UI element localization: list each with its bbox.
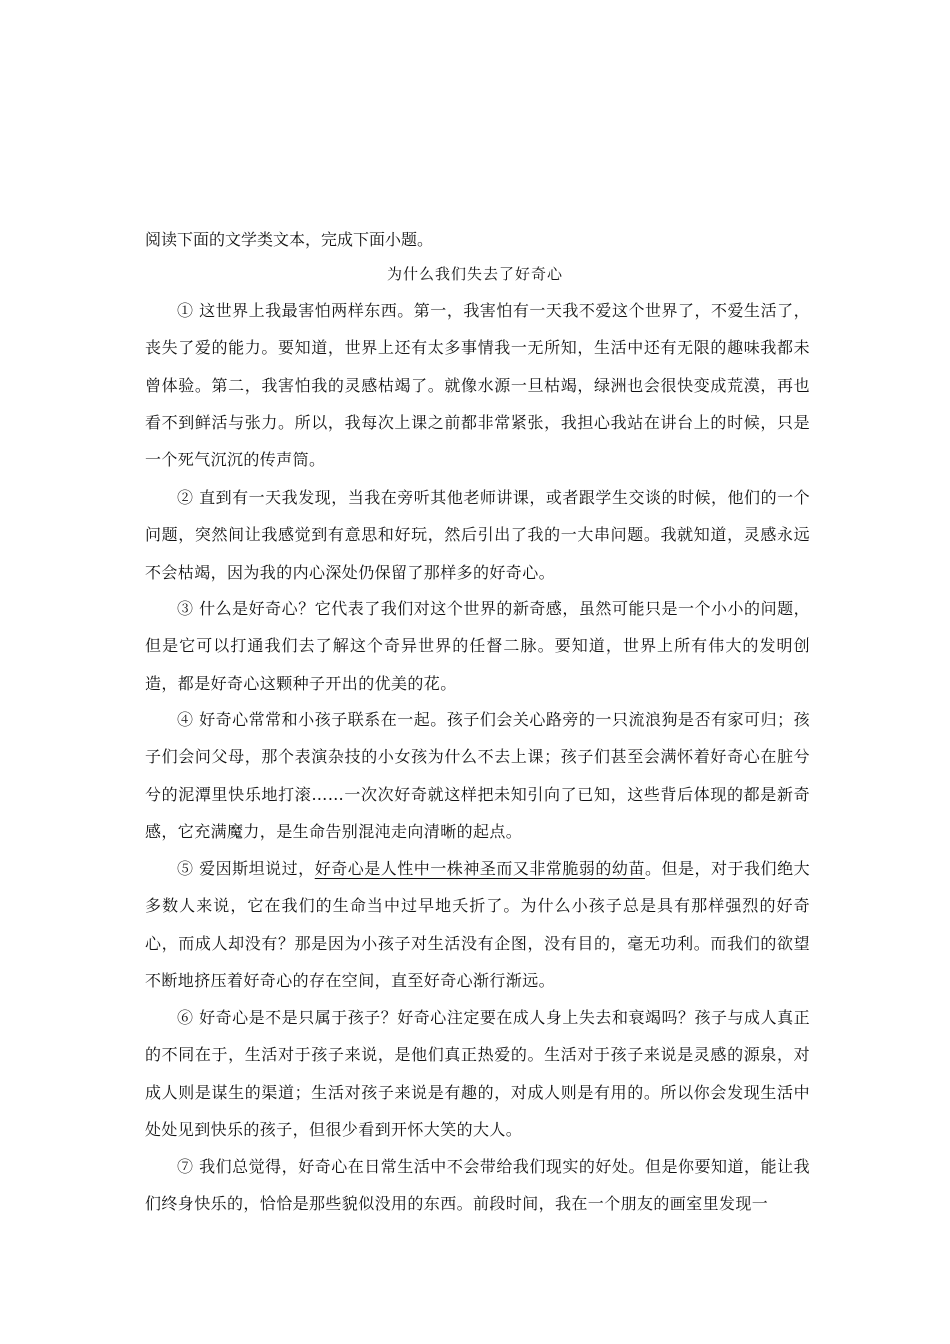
paragraph-1: ① 这世界上我最害怕两样东西。第一，我害怕有一天我不爱这个世界了，不爱生活了，丧失了爱的能力。要知道，世界上还有太多事情我一无所知，生活中还有无限的趣味我都未曾体验。第二，我害怕我的灵感枯竭了。就像水源一旦枯竭，绿洲也会很快变成荒漠，再也看不到鲜活与张力。所以，我每次上课之前都非常紧张，我担心我站在讲台上的时候，只是一个死气沉沉的传声筒。	[145, 301, 810, 470]
paragraph-5-lead: ⑤ 爱因斯坦说过，	[177, 859, 315, 878]
paragraph-5	[145, 850, 810, 999]
paragraph-6: ⑥ 好奇心是不是只属于孩子？好奇心注定要在成人身上失去和衰竭吗？孩子与成人真正的不同在于，生活对于孩子来说，是他们真正热爱的。生活对于孩子来说是灵感的源泉，对成人则是谋生的渠道；生活对孩子来说是有趣的，对成人则是有用的。所以你会发现生活中处处见到快乐的孩子，但很少看到开怀大笑的大人。	[145, 1008, 810, 1139]
paragraph-5-rest: 。但是，对于我们绝大多数人来说，它在我们的生命当中过早地夭折了。为什么小孩子总是具有那样强烈的好奇心，而成人却没有？那是因为小孩子对生活没有企图，没有目的，毫无功利。而我们的欲望不断地挤压着好奇心的存在空间，直至好奇心渐行渐远。	[145, 859, 810, 990]
paragraph-2: ② 直到有一天我发现，当我在旁听其他老师讲课，或者跟学生交谈的时候，他们的一个问题，突然间让我感觉到有意思和好玩，然后引出了我的一大串问题。我就知道，灵感永远不会枯竭，因为我的内心深处仍保留了那样多的好奇心。	[145, 488, 810, 582]
paragraph-4: ④ 好奇心常常和小孩子联系在一起。孩子们会关心路旁的一只流浪狗是否有家可归；孩子们会问父母，那个表演杂技的小女孩为什么不去上课；孩子们甚至会满怀着好奇心在脏兮兮的泥潭里快乐地打滚……一次次好奇就这样把未知引向了已知，这些背后体现的都是新奇感，它充满魔力，是生命告别混沌走向清晰的起点。	[145, 710, 810, 841]
reading-instruction: 阅读下面的文学类文本，完成下面小题。	[145, 230, 434, 249]
paragraph-3: ③ 什么是好奇心？它代表了我们对这个世界的新奇感，虽然可能只是一个小小的问题，但是它可以打通我们去了解这个奇异世界的任督二脉。要知道，世界上所有伟大的发明创造，都是好奇心这颗种子开出的优美的花。	[145, 599, 810, 693]
paragraph-7: ⑦ 我们总觉得，好奇心在日常生活中不会带给我们现实的好处。但是你要知道，能让我们终身快乐的，恰恰是那些貌似没用的东西。前段时间，我在一个朋友的画室里发现一	[145, 1157, 810, 1214]
underlined-quote: 好奇心是人性中一株神圣而又非常脆弱的幼苗	[314, 859, 645, 878]
article-title: 为什么我们失去了好奇心	[386, 265, 563, 283]
